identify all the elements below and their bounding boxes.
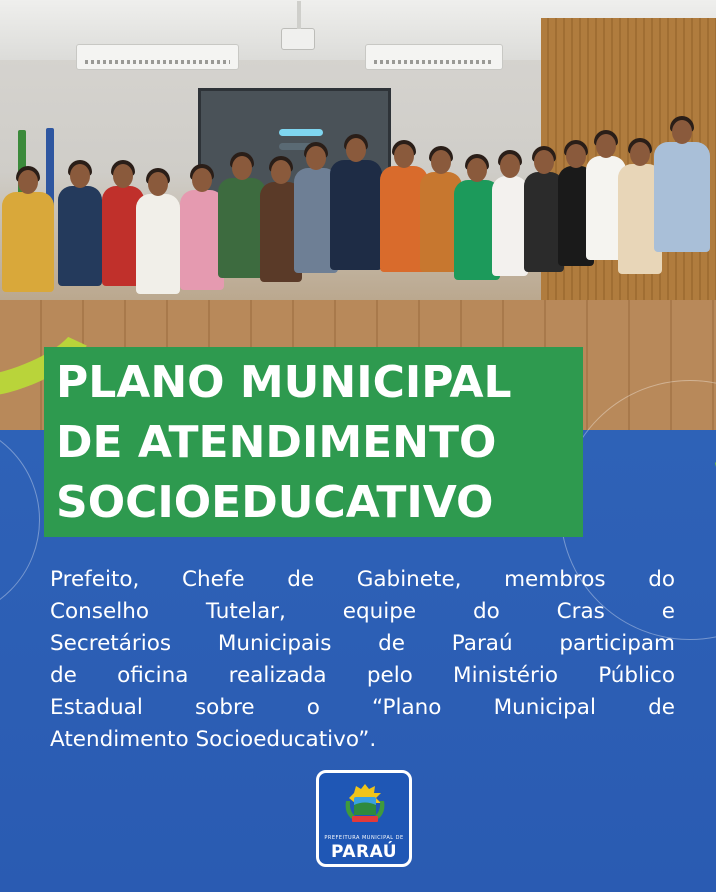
- person: [492, 176, 528, 276]
- body-line: Secretários Municipais de Paraú participam: [50, 631, 675, 656]
- body-line: Estadual sobre o “Plano Municipal de: [50, 695, 675, 720]
- logo-small-text: PREFEITURA MUNICIPAL DE: [324, 835, 404, 841]
- body-line: Prefeito, Chefe de Gabinete, membros do: [50, 567, 675, 592]
- logo-name: PARAÚ: [330, 842, 398, 862]
- person: [2, 192, 54, 292]
- body-line: Conselho Tutelar, equipe do Cras e: [50, 599, 675, 624]
- person: [58, 186, 102, 286]
- body-line: de oficina realizada pelo Ministério Público: [50, 663, 675, 688]
- title-line-3: SOCIOEDUCATIVO: [56, 477, 494, 528]
- person: [218, 178, 266, 278]
- decorative-circle: [0, 420, 40, 620]
- air-conditioner: [76, 44, 239, 70]
- title-line-1: PLANO MUNICIPAL: [56, 357, 512, 408]
- title-line-2: DE ATENDIMENTO: [56, 417, 497, 468]
- person: [136, 194, 180, 294]
- prefeitura-logo: [316, 770, 412, 867]
- person: [654, 142, 710, 252]
- municipal-coat-of-arms-icon: [343, 783, 387, 825]
- person: [330, 160, 382, 270]
- body-line: Atendimento Socioeducativo”.: [50, 727, 377, 752]
- body-paragraph: [50, 564, 675, 756]
- air-conditioner: [365, 44, 503, 70]
- projector: [281, 28, 315, 50]
